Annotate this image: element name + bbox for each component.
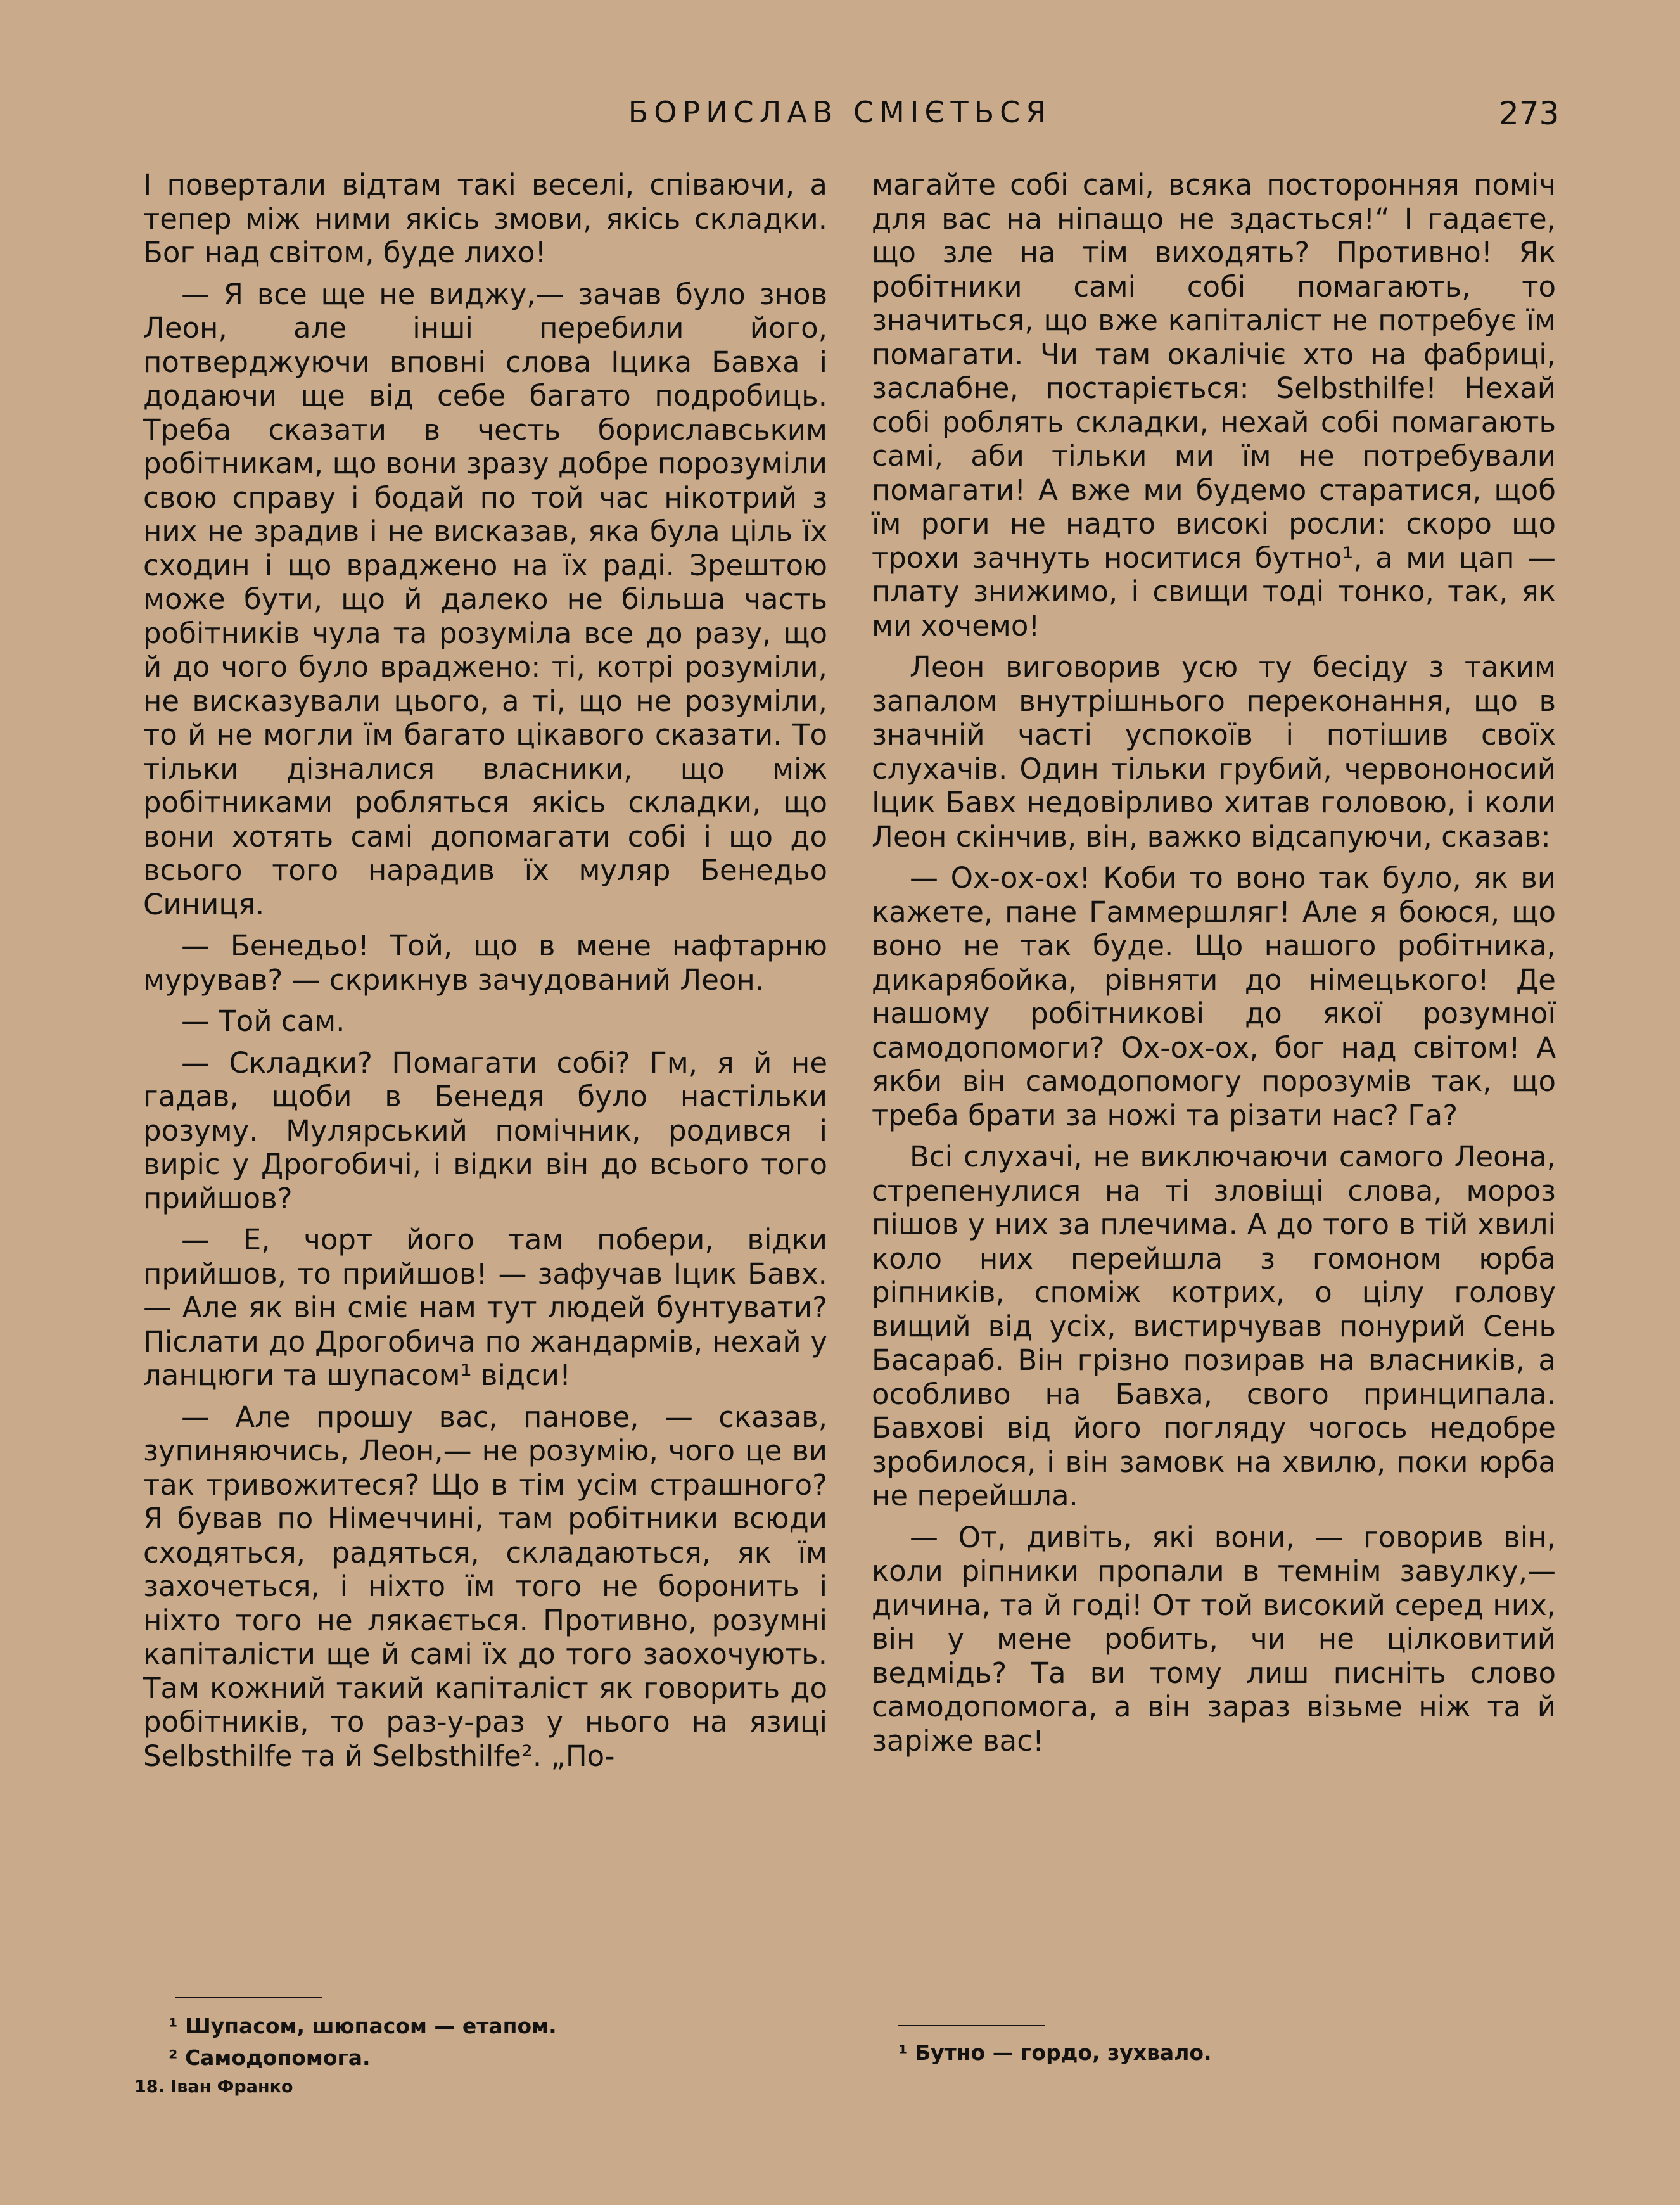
paragraph: Леон виговорив усю ту бесіду з таким запалом внутрішнього переконання, що в значній часті успокоїв і потішив своїх слухачів. Один тільки грубий, червононосий Іцик Бавх недовірливо хитав головою, і коли Леон скінчив, він, важко відсапуючи, сказав: — [872, 650, 1556, 853]
running-head-title: БОРИСЛАВ СМІЄТЬСЯ — [628, 95, 1052, 129]
footnote-rule — [175, 1997, 322, 1998]
paragraph: — Ох-ох-ох! Коби то воно так було, як ви кажете, пане Гаммершляг! Але я боюся, що воно не так буде. Що нашого робітника, дикарябойка, рівняти до німецького! Де нашому робітникові до якої розумної самодопомоги? Ох-ох-ох, бог над світом! А якби він самодопомогу порозумів так, що треба брати за ножі та різати нас? Га? — [872, 861, 1556, 1132]
footnote: ¹ Шупасом, шюпасом — етапом. — [169, 2014, 557, 2038]
paragraph: — Але прошу вас, панове, — сказав, зупиняючись, Леон,— не розумію, чого це ви так тривожитеся? Що в тім усім страшного? Я бував по Німеччині, там робітники всюди сходяться, радяться, складаються, як їм захочеться, і ніхто їм того не боронить і ніхто того не лякається. Противно, розумні капіталісти ще й самі їх до того заохочують. Там кожний такий капіталіст як говорить до робітників, то раз-у-раз у нього на язиці Selbsthilfe та й Selbsthilfe². „По- — [143, 1400, 827, 1773]
footnote-rule — [898, 2025, 1045, 2026]
paragraph: — Е, чорт його там побери, відки прийшов, то прийшов! — зафучав Іцик Бавх. — Але як він сміє нам тут людей бунтувати? Післати до Дрогобича по жандармів, нехай у ланцюги та шупасом¹ відси! — [143, 1223, 827, 1392]
left-column — [143, 168, 827, 1780]
printer-signature: 18. Іван Франко — [134, 2077, 293, 2097]
paragraph: — Складки? Помагати собі? Гм, я й не гадав, щоби в Бенедя було настільки розуму. Мулярський помічник, родився і виріс у Дрогобичі, і відки він до всього того прийшов? — [143, 1045, 827, 1215]
footnote: ² Самодопомога. — [169, 2045, 371, 2070]
paragraph: — От, дивіть, які вони, — говорив він, коли ріпники пропали в темнім завулку,— дичина, та й годі! От той високий серед них, він у мене робить, чи не цілковитий ведмідь? Та ви тому лиш писніть слово самодопомога, а він зараз візьме ніж та й заріже вас! — [872, 1520, 1556, 1758]
footnotes-right — [898, 2037, 1212, 2069]
paragraph: — Той сам. — [181, 1004, 345, 1038]
paragraph: — Бенедьо! Той, що в мене нафтарню мурував? — скрикнув зачудований Леон. — [143, 929, 827, 997]
footnotes-left — [169, 2010, 557, 2074]
right-column — [872, 168, 1556, 1765]
footnote: ¹ Бутно — гордо, зухвало. — [898, 2040, 1212, 2065]
page-number: 273 — [1499, 95, 1560, 132]
paragraph: Всі слухачі, не виключаючи самого Леона, стрепенулися на ті зловіщі слова, мороз пішов у них за плечима. А до того в тій хвилі коло них перейшла з гомоном юрба ріпників, споміж котрих, о цілу голову вищий від усіх, вистирчував понурий Сень Басараб. Він грізно позирав на власників, а особливо на Бавха, свого принципала. Бавхові від його погляду чогось недобре зробилося, і він замовк на хвилю, поки юрба не перейшла. — [872, 1140, 1556, 1512]
paragraph: — Я все ще не виджу,— зачав було знов Леон, але інші перебили його, потверджуючи вповні слова Іцика Бавха і додаючи ще від себе багато подробиць. Треба сказати в честь бориславським робітникам, що вони зразу добре порозуміли свою справу і бодай по той час нікотрий з них не зрадив і не висказав, яка була ціль їх сходин і що враджено на їх раді. Зрештою може бути, що й далеко не більша часть робітників чула та розуміла все до разу, що й до чого було враджено: ті, котрі розуміли, не висказували цього, а ті, що не розуміли, то й не могли їм багато цікавого сказати. То тільки дізналися власники, що між робітниками робляться якісь складки, що вони хотять самі допомагати собі і що до всього того нарадив їх муляр Бенедьо Синиця. — [143, 277, 827, 921]
paragraph: магайте собі самі, всяка посторонняя поміч для вас на ніпащо не здасться!“ І гадаєте, що зле на тім виходять? Противно! Як робітники самі собі помагають, то значиться, що вже капіталіст не потребує їм помагати. Чи там окалічіє хто на фабриці, заслабне, постаріється: Selbsthilfe! Нехай собі роблять складки, нехай собі помагають самі, аби тільки ми їм не потребували помагати! А вже ми будемо старатися, щоб їм роги не надто високі росли: скоро що трохи зачнуть носитися бутно¹, а ми цап — плату знижимо, і свищи тоді тонко, так, як ми хочемо! — [872, 168, 1556, 642]
paragraph: І повертали відтам такі веселі, співаючи, а тепер між ними якісь змови, якісь складки. Бог над світом, буде лихо! — [143, 168, 827, 269]
